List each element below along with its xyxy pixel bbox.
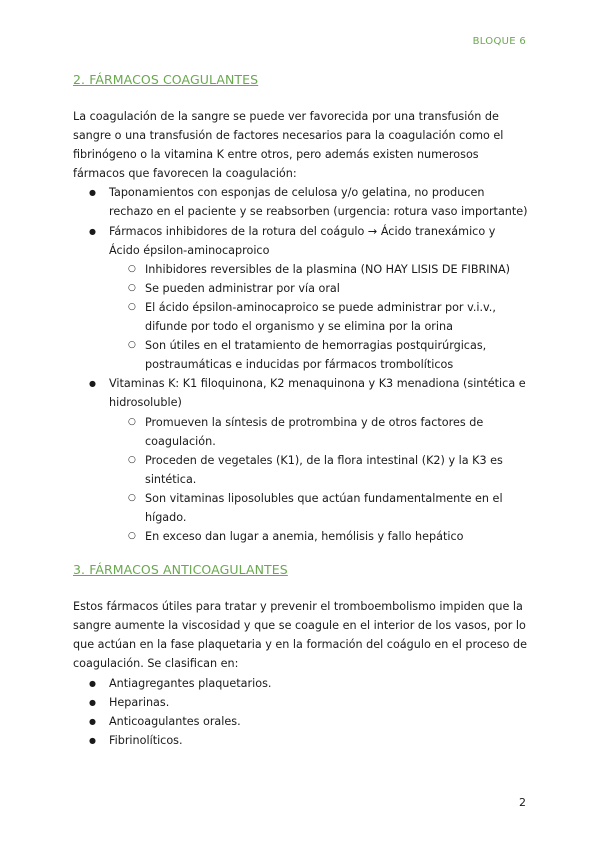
list-item: ● Anticoagulantes orales.	[73, 712, 528, 731]
list-item-text: Fármacos inhibidores de la rotura del coágulo → Ácido tranexámico y Ácido épsilon-aminocaproico	[109, 224, 496, 257]
sub-list	[109, 413, 528, 547]
list-item: ● Antiagregantes plaquetarios.	[73, 674, 528, 693]
section-2-title: 2. FÁRMACOS COAGULANTES	[73, 72, 259, 87]
sub-list-item: ○ Inhibidores reversibles de la plasmina (NO HAY LISIS DE FIBRINA)	[109, 260, 528, 279]
section-3-list	[73, 674, 528, 750]
sub-list-item: ○ En exceso dan lugar a anemia, hemólisis y fallo hepático	[109, 527, 528, 546]
sub-list-item: ○ Son útiles en el tratamiento de hemorragias postquirúrgicas, postraumáticas e inducidas por fármacos trombolíticos	[109, 336, 528, 374]
list-item-text: Vitaminas K: K1 filoquinona, K2 menaquinona y K3 menadiona (sintética e hidrosoluble)	[109, 377, 526, 410]
sub-list-item: ○ Son vitaminas liposolubles que actúan fundamentalmente en el hígado.	[109, 489, 528, 527]
block-header: BLOQUE 6	[472, 36, 526, 47]
list-item: ● Heparinas.	[73, 693, 528, 712]
list-item: ● Fibrinolíticos.	[73, 731, 528, 750]
sub-list-item: ○ Promueven la síntesis de protrombina y de otros factores de coagulación.	[109, 413, 528, 451]
section-2-list	[73, 183, 528, 546]
section-2-intro: La coagulación de la sangre se puede ver favorecida por una transfusión de sangre o una transfusión de factores necesarios para la coagulación como el fibrinógeno o la vitamina K entre otros, pero además existen numerosos fármacos que favorecen la coagulación:	[73, 110, 504, 181]
document-body	[73, 72, 528, 750]
list-item	[73, 374, 528, 546]
list-item	[73, 222, 528, 375]
sub-list	[109, 260, 528, 375]
sub-list-item: ○ El ácido épsilon-aminocaproico se puede administrar por v.i.v., difunde por todo el organismo y se elimina por la orina	[109, 298, 528, 336]
sub-list-item: ○ Proceden de vegetales (K1), de la flora intestinal (K2) y la K3 es sintética.	[109, 451, 528, 489]
page-number: 2	[519, 796, 526, 809]
section-3-intro: Estos fármacos útiles para tratar y prevenir el tromboembolismo impiden que la sangre aumente la viscosidad y que se coagule en el interior de los vasos, por lo que actúan en la fase plaquetaria y en la formación del coágulo en el proceso de coagulación. Se clasifican en:	[73, 600, 527, 671]
section-3-title: 3. FÁRMACOS ANTICOAGULANTES	[73, 562, 288, 578]
list-item-text: Taponamientos con esponjas de celulosa y/o gelatina, no producen rechazo en el paciente y se reabsorben (urgencia: rotura vaso importante)	[109, 186, 528, 219]
sub-list-item: ○ Se pueden administrar por vía oral	[109, 279, 528, 298]
list-item	[73, 183, 528, 221]
